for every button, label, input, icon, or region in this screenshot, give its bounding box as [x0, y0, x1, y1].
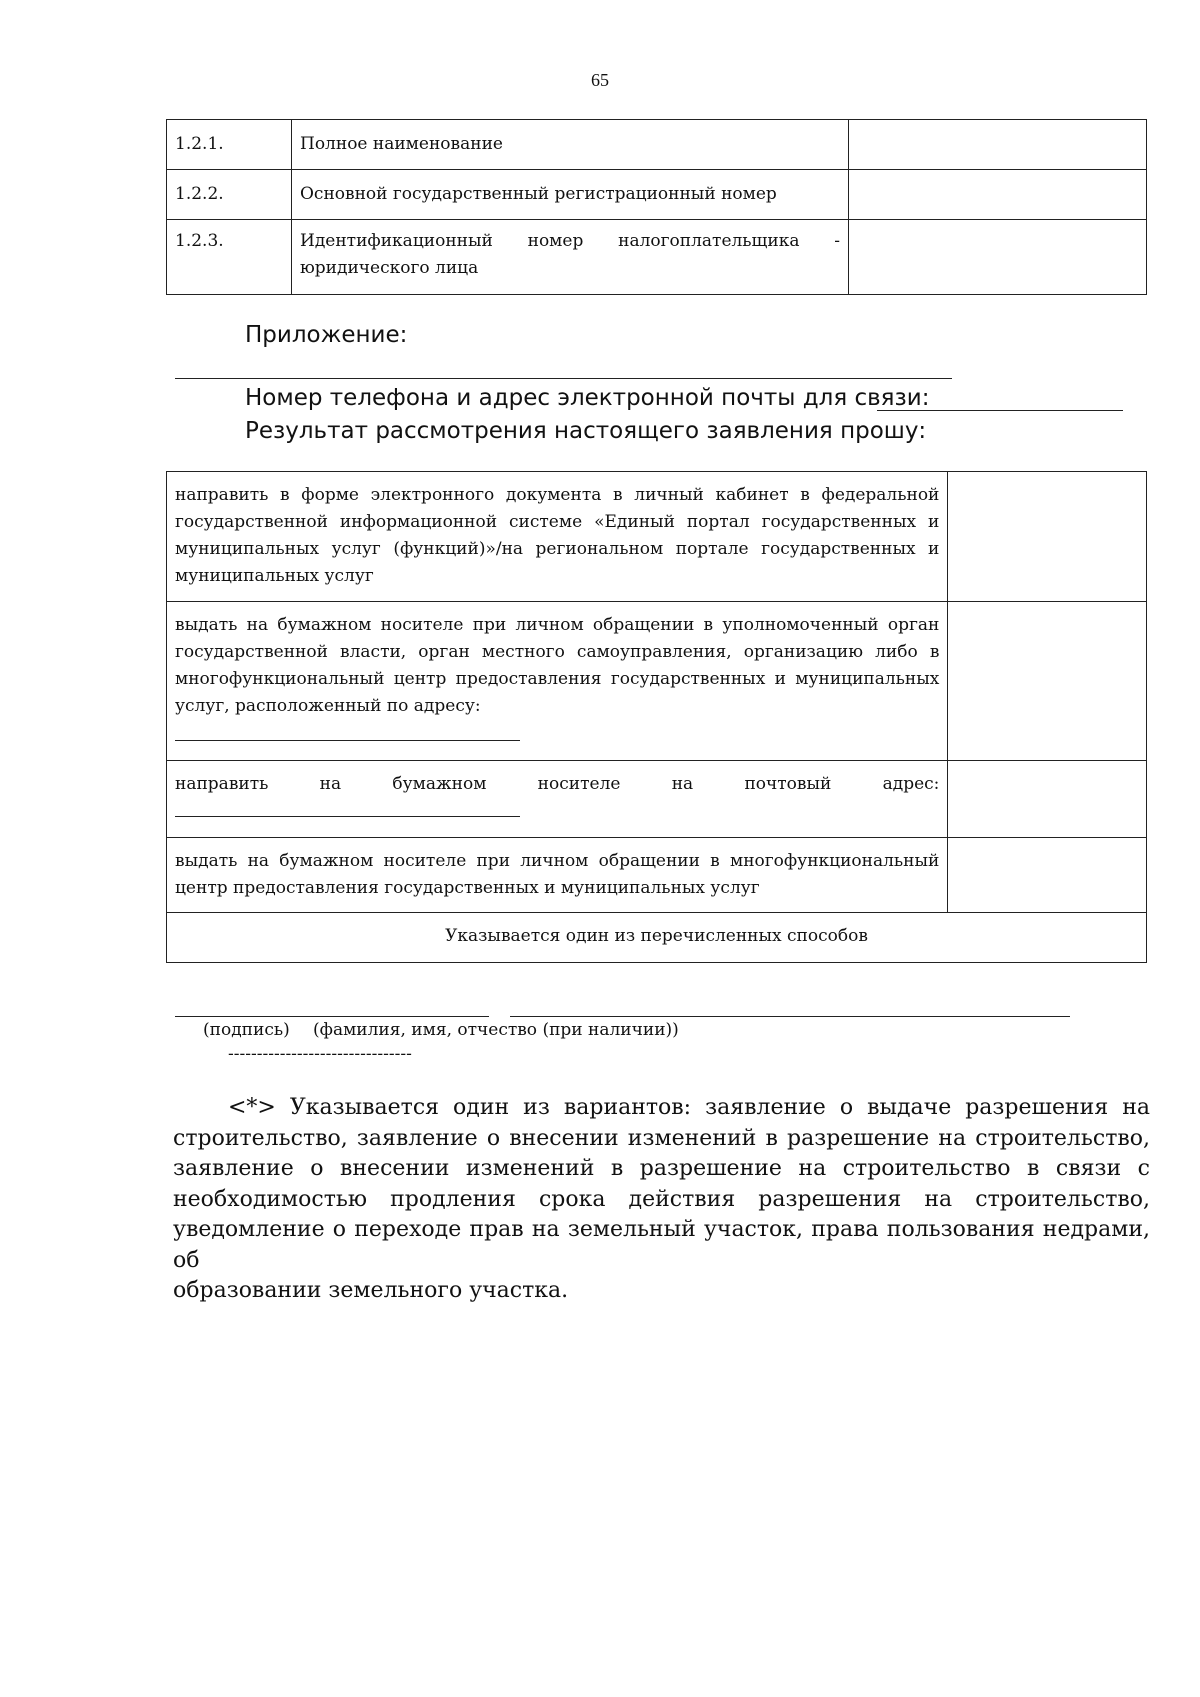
option-mark-cell[interactable]: [948, 602, 1147, 761]
row-number: 1.2.2.: [167, 170, 292, 220]
table-row: [167, 838, 1147, 913]
row-number: 1.2.3.: [167, 220, 292, 295]
address-blank-line[interactable]: [175, 740, 520, 741]
table-row: [167, 120, 1147, 170]
dash-separator: --------------------------------: [228, 1044, 412, 1064]
page-number: 65: [591, 70, 609, 90]
appendix-label: Приложение:: [245, 322, 408, 348]
option-text: выдать на бумажном носителе при личном обращении в многофункциональный центр предоставления государственных и муниципальных услуг: [167, 838, 948, 913]
footnote-line: заявление о внесении изменений в разрешение на строительство в связи с: [173, 1156, 1150, 1181]
footnote-line: <*> Указывается один из вариантов: заявление о выдаче разрешения на: [228, 1095, 1150, 1120]
row-value-field[interactable]: [849, 220, 1147, 295]
result-label: Результат рассмотрения настоящего заявления прошу:: [245, 418, 927, 444]
row-value-field[interactable]: [849, 120, 1147, 170]
table-row: [167, 913, 1147, 963]
option-text: выдать на бумажном носителе при личном обращении в уполномоченный орган государственной власти, орган местного самоуправления, организацию либо в многофункциональный центр предоставления государственных и муниципальных услуг, расположенный по адресу:: [175, 615, 940, 716]
row-label: Основной государственный регистрационный номер: [292, 170, 849, 220]
option-mark-cell[interactable]: [948, 472, 1147, 602]
option-cell: [167, 761, 948, 838]
signature-blank-line[interactable]: [175, 1016, 489, 1017]
option-mark-cell[interactable]: [948, 761, 1147, 838]
delivery-options-table: [166, 471, 1147, 963]
option-text: направить на бумажном носителе на почтовый адрес:: [175, 774, 940, 794]
table-row: [167, 602, 1147, 761]
options-note: Указывается один из перечисленных способов: [167, 913, 1147, 963]
footnote-line: образовании земельного участка.: [173, 1278, 569, 1303]
table-row: [167, 220, 1147, 295]
footnote-line: необходимостью продления срока действия разрешения на строительство,: [173, 1186, 1150, 1212]
postal-address-blank-line[interactable]: [175, 816, 520, 817]
option-mark-cell[interactable]: [948, 838, 1147, 913]
signature-caption: (подпись): [203, 1020, 290, 1040]
row-value-field[interactable]: [849, 170, 1147, 220]
row-label-line: юридического лица: [300, 258, 479, 278]
contact-label: Номер телефона и адрес электронной почты для связи:: [245, 385, 930, 411]
table-row: [167, 761, 1147, 838]
footnote-line: уведомление о переходе прав на земельный участок, права пользования недрами, об: [173, 1217, 1150, 1273]
row-label: [292, 220, 849, 295]
row-label: Полное наименование: [292, 120, 849, 170]
full-name-caption: (фамилия, имя, отчество (при наличии)): [313, 1020, 679, 1040]
table-row: [167, 170, 1147, 220]
footnote-line: строительство, заявление о внесении изменений в разрешение на строительство,: [173, 1125, 1150, 1151]
row-label-line: Идентификационный номер налогоплательщика -: [300, 231, 840, 251]
footnote: [173, 1093, 1150, 1307]
applicant-details-table: [166, 119, 1147, 295]
appendix-blank-line[interactable]: [175, 378, 952, 379]
option-cell: [167, 602, 948, 761]
full-name-blank-line[interactable]: [510, 1016, 1070, 1017]
contact-blank-line[interactable]: [877, 410, 1123, 411]
table-row: [167, 472, 1147, 602]
row-number: 1.2.1.: [167, 120, 292, 170]
option-text: направить в форме электронного документа в личный кабинет в федеральной государственной информационной системе «Единый портал государственных и муниципальных услуг (функций)»/на региональном портале государственных и муниципальных услуг: [167, 472, 948, 602]
